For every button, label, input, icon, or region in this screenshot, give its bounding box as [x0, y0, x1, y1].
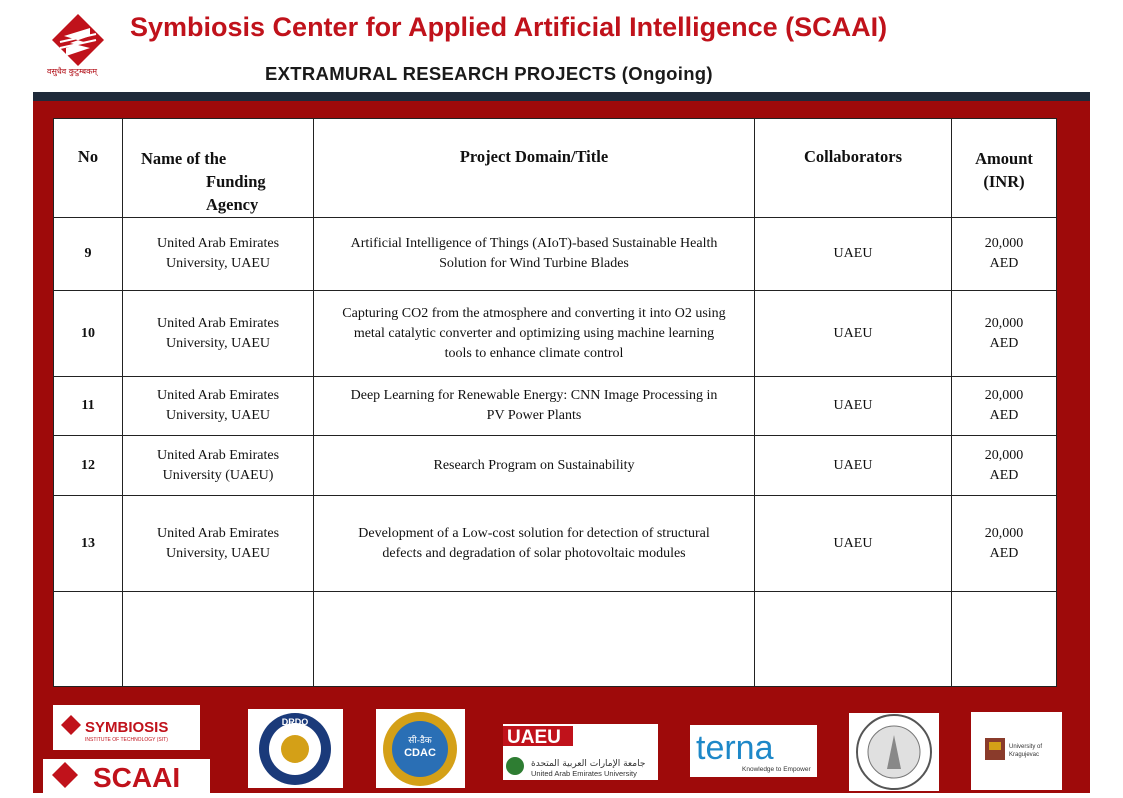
- scaai-emblem-icon: [43, 759, 210, 793]
- symbiosis-logo-text: SYMBIOSIS: [85, 719, 169, 736]
- row-title: [314, 291, 755, 377]
- amount-line: 20,000: [984, 315, 1024, 331]
- header-divider-bar: [33, 92, 1090, 101]
- kragujevac-text-line1: University of: [1009, 744, 1043, 750]
- header-collaborators: Collaborators: [755, 119, 952, 218]
- title-line: tools to enhance climate control: [444, 345, 624, 361]
- table-row: [54, 291, 1057, 377]
- table-row: [54, 496, 1057, 592]
- header-amount-line: Amount: [975, 149, 1033, 168]
- kragujevac-text-line2: Kragujevac: [1009, 752, 1040, 758]
- agency-line: University (UAEU): [162, 467, 274, 483]
- amount-line: AED: [989, 256, 1019, 271]
- agency-line: United Arab Emirates: [156, 236, 280, 251]
- scaai-logo-text: SCAAI: [93, 762, 181, 793]
- row-amount: [952, 377, 1057, 436]
- symbiosis-emblem-icon: [53, 705, 200, 750]
- logo-tagline: वसुधैव कुटुम्बकम्: [47, 67, 98, 76]
- header-agency-line: Name of the: [141, 149, 227, 168]
- uaeu-arabic-text: جامعة الإمارات العربية المتحدة: [531, 759, 646, 769]
- cdac-hindi-text: सी-डैक: [408, 736, 432, 746]
- row-collaborators: UAEU: [755, 436, 952, 496]
- university-of-kragujevac-logo: [971, 712, 1062, 790]
- amount-line: 20,000: [984, 388, 1024, 403]
- title-line: Deep Learning for Renewable Energy: CNN Image Processing in: [350, 388, 718, 403]
- terna-logo: [690, 725, 817, 777]
- empty-cell: [123, 592, 314, 687]
- row-title: [314, 436, 755, 496]
- row-no: 10: [54, 291, 123, 377]
- header-amount: [952, 119, 1057, 218]
- empty-cell: [952, 592, 1057, 687]
- empty-cell: [54, 592, 123, 687]
- row-title: [314, 218, 755, 291]
- drdo-emblem-icon: [248, 709, 343, 788]
- title-line: metal catalytic converter and optimizing using machine learning: [353, 325, 715, 341]
- row-collaborators: UAEU: [755, 377, 952, 436]
- amount-line: AED: [989, 545, 1019, 561]
- symbiosis-logo-subtext: INSTITUTE OF TECHNOLOGY (SIT): [85, 737, 168, 743]
- amount-line: 20,000: [984, 236, 1024, 251]
- table-row: [54, 377, 1057, 436]
- terna-tagline: Knowledge to Empower: [742, 766, 811, 773]
- cdac-emblem-icon: [376, 709, 465, 788]
- row-amount: [952, 291, 1057, 377]
- title-line: Research Program on Sustainability: [433, 457, 635, 473]
- terna-emblem-icon: [690, 725, 817, 777]
- header-funding-agency: [123, 119, 314, 218]
- row-collaborators: UAEU: [755, 496, 952, 592]
- agency-line: University, UAEU: [165, 545, 271, 561]
- partner-logos-strip: [0, 700, 1123, 793]
- kragujevac-crest-icon: [971, 712, 1062, 790]
- agency-line: United Arab Emirates: [156, 388, 280, 403]
- page-title: Symbiosis Center for Applied Artificial Intelligence (SCAAI): [130, 12, 888, 42]
- table-header-row: [54, 119, 1057, 218]
- header-amount-line: (INR): [983, 172, 1025, 191]
- amount-line: 20,000: [984, 447, 1024, 463]
- drdo-logo: [248, 709, 343, 788]
- empty-cell: [755, 592, 952, 687]
- table-row: [54, 218, 1057, 291]
- amount-line: 20,000: [984, 525, 1024, 541]
- scaai-logo: [43, 759, 210, 793]
- agency-line: United Arab Emirates: [156, 447, 280, 463]
- row-collaborators: UAEU: [755, 218, 952, 291]
- table-row-empty: [54, 592, 1057, 687]
- header-agency-line: Funding: [206, 172, 266, 191]
- page-subtitle: EXTRAMURAL RESEARCH PROJECTS (Ongoing): [265, 63, 713, 84]
- agency-line: University, UAEU: [165, 256, 271, 271]
- terna-logo-text: terna: [696, 729, 774, 767]
- empty-cell: [314, 592, 755, 687]
- title-line: PV Power Plants: [486, 408, 582, 423]
- uaeu-emblem-icon: [503, 724, 658, 780]
- agency-line: University, UAEU: [165, 408, 271, 423]
- row-no: 11: [54, 377, 123, 436]
- header-no: No: [54, 119, 123, 218]
- title-line: Development of a Low-cost solution for detection of structural: [358, 525, 710, 541]
- title-line: defects and degradation of solar photovoltaic modules: [382, 545, 686, 561]
- agency-line: United Arab Emirates: [156, 315, 280, 331]
- slide-header: [0, 0, 1123, 92]
- row-agency: [123, 291, 314, 377]
- uaeu-english-text: United Arab Emirates University: [531, 769, 637, 778]
- row-agency: [123, 377, 314, 436]
- header-agency-line: Agency: [206, 195, 259, 214]
- agency-line: University, UAEU: [165, 335, 271, 351]
- row-amount: [952, 496, 1057, 592]
- row-agency: [123, 496, 314, 592]
- row-agency: [123, 436, 314, 496]
- title-line: Capturing CO2 from the atmosphere and converting it into O2 using: [342, 305, 726, 321]
- row-collaborators: UAEU: [755, 291, 952, 377]
- milan-seal-icon: [849, 713, 939, 791]
- uaeu-logo-text: UAEU: [507, 727, 561, 748]
- amount-line: AED: [989, 467, 1019, 483]
- projects-table: [53, 118, 1057, 687]
- uaeu-logo: [503, 724, 658, 780]
- title-line: Artificial Intelligence of Things (AIoT)-based Sustainable Health: [350, 236, 718, 251]
- symbiosis-institute-logo: [53, 705, 200, 750]
- row-no: 13: [54, 496, 123, 592]
- agency-line: United Arab Emirates: [156, 525, 280, 541]
- cdac-logo: [376, 709, 465, 788]
- amount-line: AED: [989, 408, 1019, 423]
- amount-line: AED: [989, 335, 1019, 351]
- cdac-logo-text: CDAC: [404, 747, 436, 759]
- row-agency: [123, 218, 314, 291]
- row-title: [314, 496, 755, 592]
- row-no: 12: [54, 436, 123, 496]
- header-project-title: Project Domain/Title: [314, 119, 755, 218]
- row-no: 9: [54, 218, 123, 291]
- row-amount: [952, 218, 1057, 291]
- table-row: [54, 436, 1057, 496]
- drdo-logo-text: DRDO: [281, 717, 309, 727]
- row-amount: [952, 436, 1057, 496]
- row-title: [314, 377, 755, 436]
- title-line: Solution for Wind Turbine Blades: [439, 256, 629, 271]
- university-of-milan-logo: [849, 713, 939, 791]
